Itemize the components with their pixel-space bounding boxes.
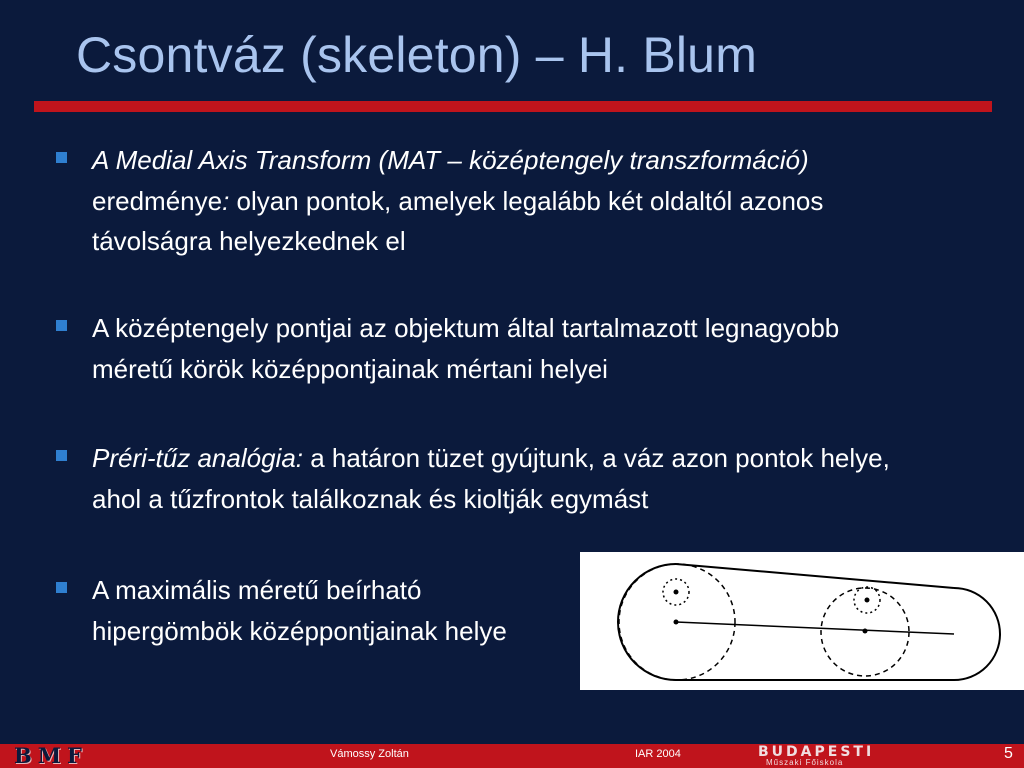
budapesti-logo-text: BUDAPESTI (758, 744, 875, 760)
bullet-text (92, 140, 912, 262)
budapesti-logo-subtext: Műszaki Főiskola (766, 758, 844, 767)
square-bullet-icon (56, 582, 67, 593)
outline-right-arc (954, 588, 1000, 680)
bullet-italic-text: Préri-tűz analógia: (92, 443, 303, 473)
center-point (865, 598, 870, 603)
square-bullet-icon (56, 450, 67, 461)
center-point (674, 620, 679, 625)
bullet-colon: : (222, 185, 230, 216)
bmf-logo: BMF (14, 743, 88, 768)
slide-title: Csontváz (skeleton) – H. Blum (76, 27, 758, 83)
footer-conference: IAR 2004 (635, 748, 681, 760)
footer-bar (0, 744, 1024, 768)
title-divider (34, 101, 992, 112)
center-point (863, 629, 868, 634)
footer-author: Vámossy Zoltán (330, 748, 409, 760)
bullet-plain-text: a határon tüzet gyújtunk, a váz azon pontok helye, ahol a tűzfrontok találkoznak és kioltják egymást (92, 443, 890, 514)
page-number: 5 (1004, 745, 1013, 762)
bullet-text (92, 438, 912, 519)
bullet-text: A maximális méretű beírható hipergömbök középpontjainak helye (92, 575, 507, 646)
center-point (674, 590, 679, 595)
bullet-text: A középtengely pontjai az objektum által tartalmazott legnagyobb méretű körök középpontjainak mértani helyei (92, 313, 840, 384)
outline-top-line (676, 564, 954, 588)
skeleton-diagram (580, 552, 1024, 690)
budapesti-logo (758, 745, 958, 767)
bullet-italic-text: A Medial Axis Transform (MAT – középtengely transzformáció) (92, 145, 809, 175)
medial-axis-figure (580, 552, 1024, 690)
bullet-plain-text: eredménye (92, 185, 223, 216)
bullet-plain-text: olyan pontok, amelyek legalább két oldaltól azonos távolságra helyezkednek el (92, 185, 824, 256)
square-bullet-icon (56, 320, 67, 331)
square-bullet-icon (56, 152, 67, 163)
medial-axis-line (676, 622, 954, 634)
